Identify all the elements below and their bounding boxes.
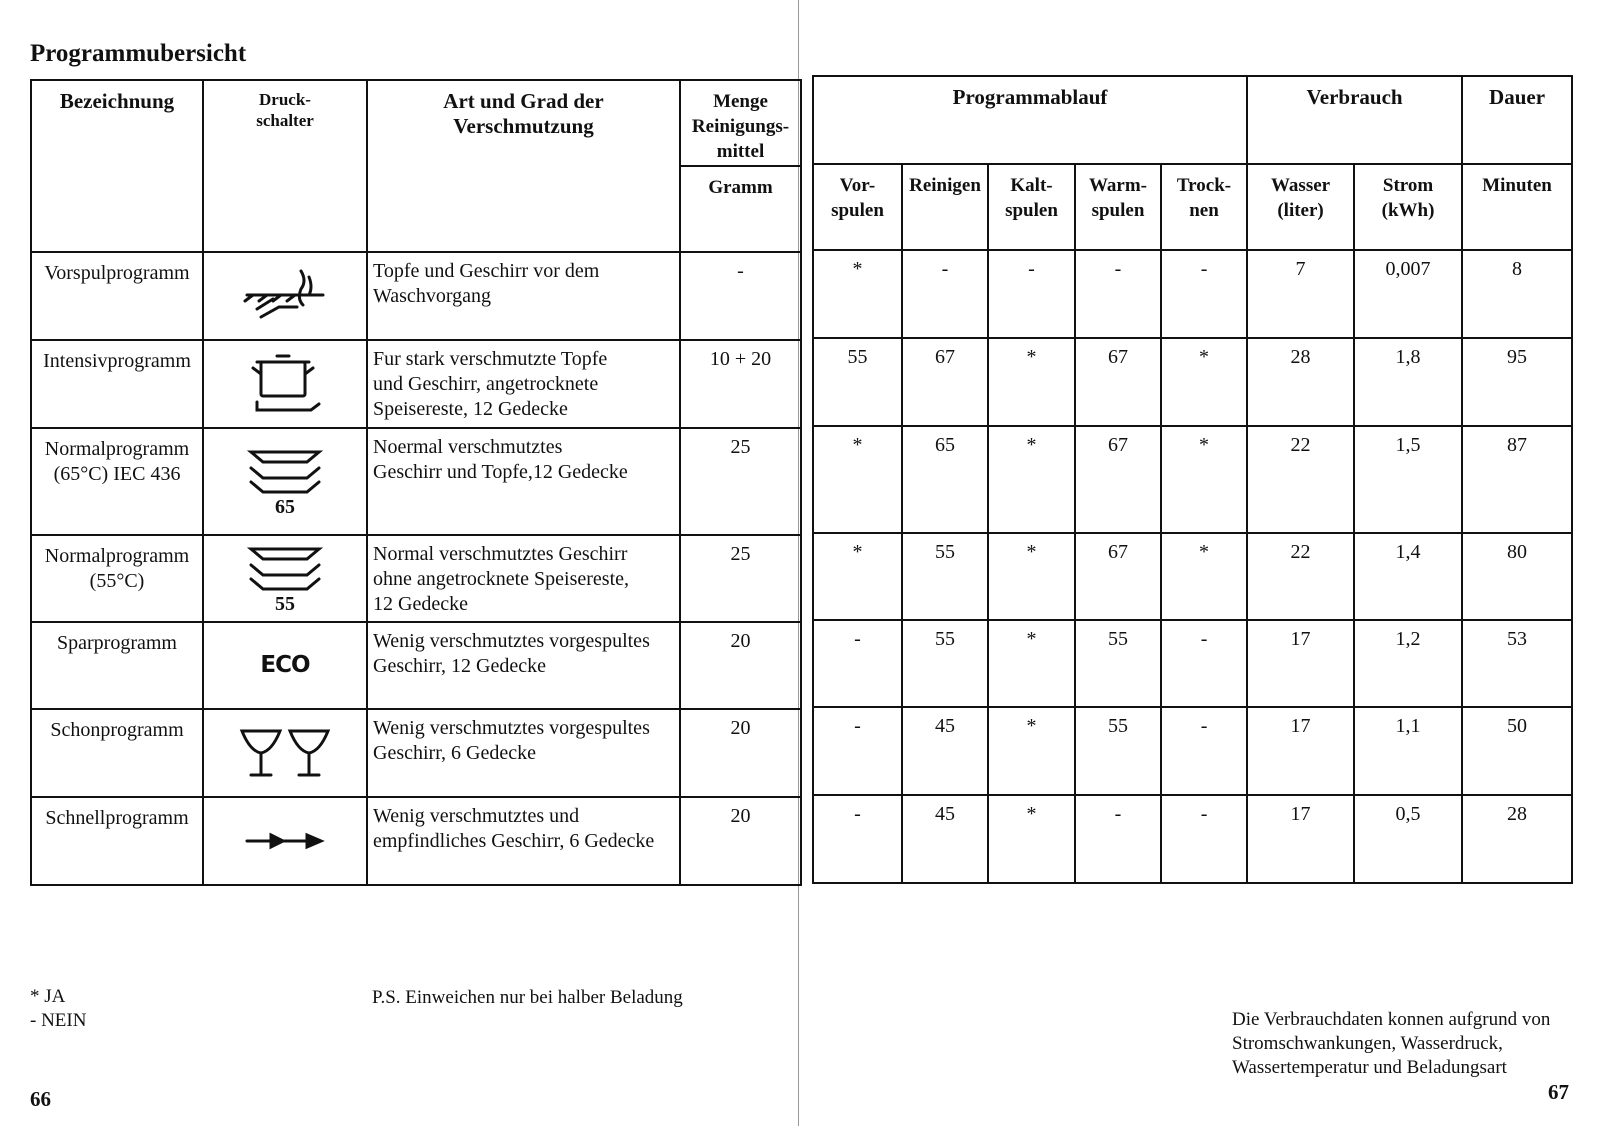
arrows-icon — [204, 829, 366, 853]
table-cell: 8 — [1462, 250, 1572, 338]
table-row — [31, 252, 801, 340]
program-symbol — [203, 428, 367, 535]
legend — [30, 985, 86, 1033]
table-cell: - — [1161, 620, 1247, 707]
detergent-amount: 20 — [680, 709, 801, 797]
header-dauer: Dauer — [1462, 76, 1572, 164]
program-symbol — [203, 252, 367, 340]
table-cell: 28 — [1462, 795, 1572, 883]
legend-ja: * JA — [30, 986, 66, 1007]
table-cell: - — [1161, 707, 1247, 795]
detergent-amount: 20 — [680, 797, 801, 885]
table-cell: 17 — [1247, 795, 1354, 883]
table-cell: - — [1161, 795, 1247, 883]
page-number-left: 66 — [30, 1087, 51, 1111]
table-cell: 28 — [1247, 338, 1354, 426]
glasses-icon — [204, 725, 366, 781]
subheader-cell: Vor- spulen — [813, 164, 902, 250]
program-name: Intensivprogramm — [31, 340, 203, 428]
table-cell: 55 — [902, 620, 988, 707]
table-cell: - — [813, 620, 902, 707]
table-cell: 0,5 — [1354, 795, 1462, 883]
table-cell: 65 — [902, 426, 988, 533]
table-cell: 45 — [902, 795, 988, 883]
subheader-cell: Warm- spulen — [1075, 164, 1161, 250]
header-druckschalter: Druck- schalter — [203, 80, 367, 252]
soil-description: Normal verschmutztes Geschirr ohne angetrocknete Speisereste, 12 Gedecke — [367, 535, 680, 622]
soil-description: Wenig verschmutztes vorgespultes Geschirr, 6 Gedecke — [367, 709, 680, 797]
table-cell: 1,4 — [1354, 533, 1462, 620]
program-name: Normalprogramm (55°C) — [31, 535, 203, 622]
page-title: Programmubersicht — [30, 40, 247, 67]
soil-description: Noermal verschmutztes Geschirr und Topfe,12 Gedecke — [367, 428, 680, 535]
table-cell: - — [813, 795, 902, 883]
table-cell: - — [902, 250, 988, 338]
detergent-amount: - — [680, 252, 801, 340]
table-cell: 45 — [902, 707, 988, 795]
program-symbol — [203, 535, 367, 622]
header-verbrauch: Verbrauch — [1247, 76, 1462, 164]
table-cell: - — [1161, 250, 1247, 338]
soil-description: Fur stark verschmutzte Topfe und Geschirr, angetrocknete Speisereste, 12 Gedecke — [367, 340, 680, 428]
vorspul-icon — [204, 265, 366, 327]
pot-icon — [204, 348, 366, 420]
program-name: Normalprogramm (65°C) IEC 436 — [31, 428, 203, 535]
table-cell: - — [813, 707, 902, 795]
table-cell: 0,007 — [1354, 250, 1462, 338]
ps-note: P.S. Einweichen nur bei halber Beladung — [372, 987, 683, 1008]
table-cell: 7 — [1247, 250, 1354, 338]
table-cell: 87 — [1462, 426, 1572, 533]
page-number-right: 67 — [1548, 1080, 1569, 1104]
table-row — [31, 340, 801, 428]
program-name: Schnellprogramm — [31, 797, 203, 885]
table-cell: 50 — [1462, 707, 1572, 795]
subheader-cell: Reinigen — [902, 164, 988, 250]
table-cell: 67 — [1075, 426, 1161, 533]
subheader-cell: Trock- nen — [1161, 164, 1247, 250]
table-cell: 67 — [902, 338, 988, 426]
soil-description: Wenig verschmutztes und empfindliches Geschirr, 6 Gedecke — [367, 797, 680, 885]
table-cell: * — [813, 426, 902, 533]
table-cell: 1,8 — [1354, 338, 1462, 426]
program-name: Schonprogramm — [31, 709, 203, 797]
soil-description: Topfe und Geschirr vor dem Waschvorgang — [367, 252, 680, 340]
program-name: Sparprogramm — [31, 622, 203, 709]
table-cell: 55 — [813, 338, 902, 426]
table-cell: * — [1161, 426, 1247, 533]
table-cell: * — [988, 426, 1075, 533]
detergent-amount: 10 + 20 — [680, 340, 801, 428]
table-row — [813, 250, 1572, 338]
table-cell: * — [988, 338, 1075, 426]
table-cell: 53 — [1462, 620, 1572, 707]
dishes-icon — [204, 543, 366, 593]
table-cell: * — [1161, 533, 1247, 620]
table-cell: * — [1161, 338, 1247, 426]
table-cell: 17 — [1247, 707, 1354, 795]
table-cell: - — [988, 250, 1075, 338]
subheader-cell: Minuten — [1462, 164, 1572, 250]
program-symbol — [203, 797, 367, 885]
table-cell: 55 — [1075, 707, 1161, 795]
soil-description: Wenig verschmutztes vorgespultes Geschirr, 12 Gedecke — [367, 622, 680, 709]
program-symbol — [203, 709, 367, 797]
table-cell: - — [1075, 250, 1161, 338]
subheader-cell: Strom (kWh) — [1354, 164, 1462, 250]
table-row — [31, 797, 801, 885]
table-cell: 95 — [1462, 338, 1572, 426]
table-cell: * — [813, 533, 902, 620]
detergent-amount: 20 — [680, 622, 801, 709]
dishes-icon — [204, 446, 366, 496]
header-bezeichnung: Bezeichnung — [31, 80, 203, 252]
table-row — [813, 533, 1572, 620]
subheader-cell: Kalt- spulen — [988, 164, 1075, 250]
consumption-footnote: Die Verbrauchdaten konnen aufgrund von Stromschwankungen, Wasserdruck, Wassertemperatur und Beladungsart — [1232, 1009, 1551, 1078]
program-symbol — [203, 340, 367, 428]
table-cell: 67 — [1075, 533, 1161, 620]
table-row — [813, 620, 1572, 707]
header-gramm: Gramm — [680, 166, 801, 252]
subheader-cell: Wasser (liter) — [1247, 164, 1354, 250]
table-row — [813, 795, 1572, 883]
table-cell: 67 — [1075, 338, 1161, 426]
header-art-verschmutzung: Art und Grad der Verschmutzung — [367, 80, 680, 252]
table-row — [813, 338, 1572, 426]
table-row — [813, 707, 1572, 795]
table-cell: * — [988, 533, 1075, 620]
detergent-amount: 25 — [680, 428, 801, 535]
table-cell: 55 — [902, 533, 988, 620]
table-cell: * — [988, 707, 1075, 795]
eco-icon: ECO — [260, 651, 310, 678]
table-cell: 22 — [1247, 426, 1354, 533]
detergent-amount: 25 — [680, 535, 801, 622]
table-row — [31, 709, 801, 797]
header-menge: Menge Reinigungs- mittel — [680, 80, 801, 166]
program-overview-table — [30, 79, 802, 886]
table-row — [31, 622, 801, 709]
table-cell: 17 — [1247, 620, 1354, 707]
program-symbol — [203, 622, 367, 709]
table-cell: 55 — [1075, 620, 1161, 707]
program-name: Vorspulprogramm — [31, 252, 203, 340]
program-sequence-table — [812, 75, 1573, 884]
table-row — [813, 426, 1572, 533]
table-cell: - — [1075, 795, 1161, 883]
table-cell: * — [988, 620, 1075, 707]
table-cell: 22 — [1247, 533, 1354, 620]
table-cell: 1,5 — [1354, 426, 1462, 533]
header-programmablauf: Programmablauf — [813, 76, 1247, 164]
table-cell: * — [813, 250, 902, 338]
legend-nein: - NEIN — [30, 1010, 87, 1031]
table-cell: 1,1 — [1354, 707, 1462, 795]
table-cell: 80 — [1462, 533, 1572, 620]
temperature-label: 55 — [275, 592, 295, 615]
table-row — [31, 428, 801, 535]
temperature-label: 65 — [275, 495, 295, 518]
table-cell: 1,2 — [1354, 620, 1462, 707]
table-cell: * — [988, 795, 1075, 883]
table-row — [31, 535, 801, 622]
